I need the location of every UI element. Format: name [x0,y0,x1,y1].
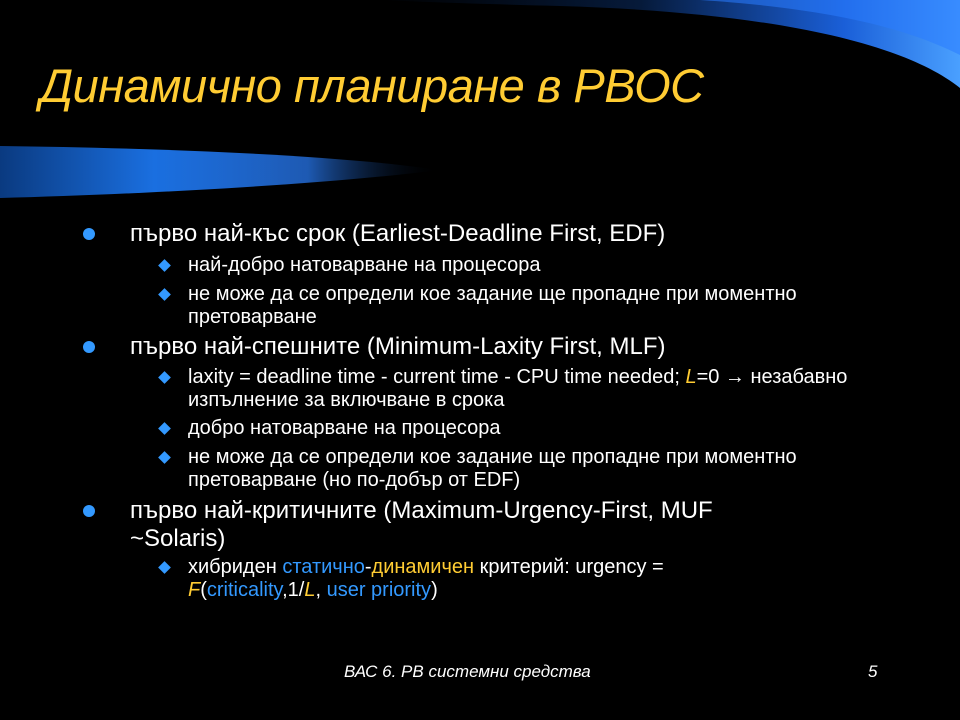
diamond-bullet-icon [158,561,171,574]
sub-bullet-text: добро натоварване на процесора [188,417,501,439]
diamond-bullet-icon [158,288,171,301]
static-term: статично [282,556,365,578]
sub-bullet-item: хибриден статично-динамичен критерий: urgency = F(criticality,1/L, user priority) [188,556,788,602]
left-swoosh-decoration [0,140,440,200]
bullet-text: първо най-критичните (Maximum-Urgency-First, MUF ~Solaris) [130,497,713,552]
bullet-dot-icon [83,341,95,353]
diamond-bullet-icon [158,451,171,464]
slide-title: Динамично планиране в РВОС [40,59,704,112]
bullet-text: първо най-къс срок (Earliest-Deadline First, EDF) [130,220,666,247]
laxity-variable: L [685,366,697,388]
sub-bullet-item: laxity = deadline time - current time - CPU time needed; L=0 → незабавно изпълнение за включване в срока [188,366,878,412]
sub-bullet-text: не може да се определи кое задание ще пропадне при моментно претоварване (но по-добър от EDF) [188,446,797,491]
bullet-dot-icon [83,228,95,240]
bullet-text: първо най-спешните (Minimum-Laxity First, MLF) [130,333,666,360]
sub-bullet-item [188,446,828,492]
sub-bullet-text: не може да се определи кое задание ще пропадне при моментно претоварване [188,283,797,328]
bullet-item-muf [130,497,810,553]
diamond-bullet-icon [158,259,171,272]
bullet-item-edf [130,220,830,248]
diamond-bullet-icon [158,422,171,435]
diamond-bullet-icon [158,371,171,384]
dynamic-term: динамичен [371,556,475,578]
sub-bullet-item [188,254,878,277]
sub-bullet-item [188,417,878,440]
criticality-term: criticality [206,579,283,601]
user-priority-term: user priority [326,579,432,601]
page-number: 5 [868,662,878,681]
sub-bullet-text: най-добро натоварване на процесора [188,254,541,276]
footer-text: ВАС 6. РВ системни средства [344,662,591,681]
function-symbol: F [188,579,201,601]
sub-bullet-item [188,283,828,329]
bullet-dot-icon [83,505,95,517]
bullet-item-mlf [130,333,830,361]
laxity-variable: L [304,579,316,601]
